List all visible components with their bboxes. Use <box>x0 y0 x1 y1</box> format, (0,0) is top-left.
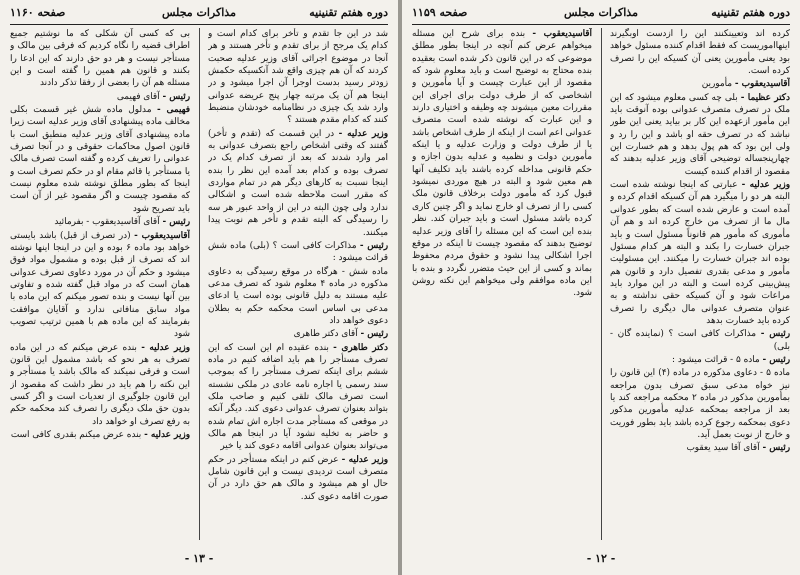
speaker-name: آقاسیدیعقوب - <box>532 29 592 39</box>
paragraph <box>412 28 592 300</box>
paragraph-text: آقای آقاسیدیعقوب - بفرمائید <box>54 217 160 228</box>
paragraph <box>208 240 388 265</box>
paragraph-text: مذاکرات کافی است ؟ (بلی) ماده شش قرائت میشود : <box>208 240 388 264</box>
paragraph-text: آقای فهیمی <box>116 91 160 102</box>
paragraph-text: ماده ۵ - قرائت میشود : <box>672 354 760 365</box>
paragraph <box>208 454 388 503</box>
paragraph <box>208 128 388 239</box>
paragraph <box>208 342 388 453</box>
header-rule <box>412 24 790 25</box>
paragraph-text: بنده عرض میکنم که در این ماده تصرف به هر نحو که باشد مشمول این قانون است و فرقی نمیکند که مالک باشد یا مستأجر و این نکته را هم باید در نظر داشت که مقصود از این قانون جلوگیری از تعدیات است و اگر کسی بدون حق ملک دیگری را تصرف کند محکمه حکم به رفع تصرف او خواهد داد <box>10 342 190 427</box>
paragraph-text: بنده عرض میکنم بقدری کافی است <box>10 430 142 440</box>
speaker-name: رئیس - <box>359 240 388 251</box>
speaker-name: رئیس - <box>162 217 190 228</box>
paragraph-text: مذاکرات کافی است ؟ (نماینده گان - بلی) <box>610 329 790 352</box>
paragraph <box>10 28 190 90</box>
paragraph-text: بی که کسی آن شکلی که ما نوشتیم جمیع اطراف قضیه را نگاه کردیم که فرقی بین مالک و مستأجر نیست و هر دو حق دارند که این ادعا را بکنند و قانون هم همین را گفته است و این مسئله هم آن را بعضی از رفقا تذکر دادند <box>10 29 190 89</box>
paragraph-text: عبارتی که اینجا نوشته شده است البته هر دو را میگیرد هم آن کسیکه اقدام کرده و آمده است و عارض شده است که بطور عدوانی مال ما از تصرف من خارج کرده اند و هم آن مأموری که مأمور هم قانوناً مسئول است و باید جبران خسارت را بکند و البته هر کدام مسئول بوده اند جبران خسارت را میکنند. این مسئولیت مأمور و مدعی بقدری تفصیل دارد و قانون هم پیش‌بینی کرده است و البته در این موارد باید مراعات شود و آن کسیکه حقی نداشته و به عنوان متصرف عدوانی مال دیگری را تصرف کرده باید خسارت بدهد <box>610 180 790 326</box>
paragraph <box>610 367 790 441</box>
speaker-name: رئیس - <box>360 329 388 340</box>
speaker-name: وزیر عدلیه - <box>144 430 190 440</box>
speaker-name: آقاسیدیعقوب - <box>734 79 790 90</box>
paragraph <box>610 442 790 454</box>
speaker-name: وزیر عدلیه - <box>341 454 388 465</box>
paragraph <box>10 91 190 103</box>
paragraph <box>10 342 190 428</box>
paragraph-text: در این قسمت که (تقدم و تأخر) گفتند که وقتی اشخاص راجع بتصرف عدوانی به امر وارد شدند که بعد از تصرف کدام یک در تصرف بوده و کدام بعد آمده این نظر را بنده اینجا نسبت به کارهای دیگر هم در تمام مواردی که مقرر است ملاحظه شده است و اشکالی ندارد ولی چون البته در این از واحد عبور هر سه را رسیدگی که البته تقدم و تأخر هم نوبت پیدا میکنند. <box>208 128 388 238</box>
paragraph <box>10 429 190 441</box>
paragraph-text: عرض کنم در اینکه مستأجر در حکم متصرف است تردیدی نیست و این قانون شامل حال او هم میشود و مالک هم حق دارد در آن صورت اقامه دعوی کند. <box>208 454 388 502</box>
paragraph <box>208 328 388 340</box>
speaker-name: دکتر طاهری - <box>333 342 388 353</box>
page-header <box>412 6 790 24</box>
speaker-name: وزیر عدلیه - <box>741 180 790 191</box>
page-1159 <box>402 0 800 575</box>
header-page-number: صفحه ۱۱۵۹ <box>412 6 468 19</box>
speaker-name: وزیر عدلیه - <box>338 128 388 139</box>
paragraph-text: ماده ۵ - دعاوی مذکوره در ماده (۴) این قانون را نیز خواه مدعی سبق تصرف بدون مراجعه بمأمورین مذکور در ماده ۲ محکمه مراجعه کند یا بعد از مراجعه بمحکمه عدلیه مأمورین مذکور دعوی بمحکمه رجوع کرده باشد باید بطور فوریت و خارج از نوبت بعمل آید. <box>610 368 790 440</box>
paragraph <box>10 104 190 215</box>
paragraph <box>610 28 790 77</box>
column-divider <box>601 28 602 540</box>
paragraph <box>610 78 790 90</box>
speaker-name: دکتر عظیما - <box>740 92 790 103</box>
speaker-name: وزیر عدلیه - <box>141 342 190 353</box>
paragraph-text: شد در این جا تقدم و تأخر برای کدام است و کدام یک مرجح از برای تقدم و تأخر هستند و هر آنجا در موضوع اجرائی آقای وزیر عدلیه صحبت کردند که آن هم چیزی واقع شد آنکسیکه حکمش زودتر رسید بدست اوجرا آن اجرا میشود و در اینجا هم آن یک مرتبه چهار پنج عریضه عدوانی وارد شد یک چیزی در نظامنامه خودشان منضبط کنند که کدام مقدم هستند ؟ <box>208 29 388 126</box>
paragraph-text: آقای دکتر طاهری <box>293 329 358 340</box>
paragraph <box>10 216 190 228</box>
paragraph-text: بنده برای شرح این مسئله میخواهم عرض کنم آنچه در اینجا بطور مطلق موضوعی که در این قانون ذکر شده است بعقیده بنده محتاج به توضیح است و باید معلوم شود که مقصود از این عبارت چیست و آیا مأمورین و اشخاصی که از طرف دولت برای اجرای این مقررات معین میشوند چه وظیفه و اختیاری دارند و این عبارت که نوشته شده است متصرف عدوانی اعم است از اینکه از طرف اشخاص باشد یا از طرف دولت و وزارت عدلیه و یا اینکه مأمورین دولت و نظمیه و عدلیه بدون اجازه و حکم قانونی مداخله کرده باشند باید تکلیف آنها هم معین شود و البته در هیچ موردی نمیشود قبول کرد که مأمور دولت برخلاف قانون ملک کسی را از تصرف او خارج نماید و اگر چنین کاری کرده باشد مسئول است و باید جبران کند. نظر بنده این است که این مسئله را آقای وزیر عدلیه توضیح بدهند که مقصود چیست تا اینکه در موقع اجرا اشکالی پیدا نشود و حقوق مردم محفوظ بماند و کسی از این حیث متضرر نگردد و بنده با این ماده موافقم ولی میخواهم این نکته روشن شود. <box>412 29 592 299</box>
text-column-right <box>610 28 790 540</box>
speaker-name: رئیس - <box>762 354 790 365</box>
paragraph-text: کرده اند وتعیینکنند این را ازدست اوبگیرند اینهااموریست که فقط اقدام کننده مسئول خواهد بود یعنی مأمورین یعنی آن کسیکه این را تصرف کرده است. <box>610 29 790 77</box>
paragraph-text: مأمورین <box>701 79 733 90</box>
header-volume: دوره هفتم تقنینیه <box>309 6 388 19</box>
header-page-number: صفحه ۱۱۶۰ <box>10 6 66 19</box>
paragraph <box>610 354 790 366</box>
paragraph <box>10 230 190 341</box>
paragraph-text: (در تصرف از قبل) باشد بایستی خواهد بود ماده ۶ بوده و این در اینجا اینها نوشته اند که تصرف از قبل بوده و مشمول مواد فوق میشود و حکم آن در مورد دعاوی تصرف عدوانی همان است که در مواد قبل گفته شده و تفاوتی بین آنها نیست و بنده تصور میکنم که این ماده با مواد سابق منافاتی ندارد و آقایان موافقت بفرمایند که این ماده هم با همین ترتیب تصویب شود <box>10 230 190 340</box>
header-rule <box>10 24 388 25</box>
text-column-right <box>208 28 388 540</box>
page-footer-number: - ۱۲ - <box>586 552 616 565</box>
paragraph-text: بلی چه کسی معلوم میشود که این ملک در تصرف متصرف عدوانی بوده آنوقت باید این مأمور ازعهده این کار بر بیاید یعنی این طور نباشد که در تصرف حقه او باشد و این را رد و ولی این بود که هم پول بدهد و هم خسارت این چهارپنجساله توضیحی آقای وزیر عدلیه بدهند که مقصود از اقدام کننده کیست <box>610 92 790 177</box>
paragraph <box>610 179 790 327</box>
paragraph-text: ماده شش - هرگاه در موقع رسیدگی به دعاوی مذکوره در ماده ۴ معلوم شود که تصرف مدعی علیه مستند به دلیل قانونی بوده است یا ادعای مدعی بی اساس است محکمه حکم به بطلان دعوی خواهد داد <box>208 266 388 326</box>
paragraph <box>610 328 790 353</box>
paragraph <box>208 28 388 127</box>
paragraph <box>610 92 790 178</box>
page-1160 <box>0 0 398 575</box>
paragraph-text: مدلول ماده شش غیر قسمت بکلی مخالف ماده پیشنهادی آقای وزیر عدلیه است زیرا ماده پیشنهادی آقای وزیر عدلیه منطبق است با قانون اصول محاکمات حقوقی و در آنجا تصرف عدوانی را تعریف کرده و گفته است تصرف مالک یا مستأجر یا قائم مقام او در حکم تصرف است و اینجا که بطور مطلق نوشته شده معلوم نیست که مقصود چیست و اگر مقصود غیر از آن است باید تصریح شود <box>10 105 190 214</box>
speaker-name: فهیمی - <box>156 105 190 116</box>
paragraph <box>208 266 388 328</box>
header-title: مذاکرات مجلس <box>564 6 638 19</box>
page-footer-number: - ۱۳ - <box>184 552 214 565</box>
paragraph-text: آقای آقا سید یعقوب <box>686 443 760 454</box>
text-column-left <box>10 28 190 540</box>
speaker-name: رئیس - <box>760 329 790 340</box>
header-volume: دوره هفتم تقنینیه <box>711 6 790 19</box>
header-title: مذاکرات مجلس <box>162 6 236 19</box>
column-divider <box>199 28 200 540</box>
speaker-name: رئیس - <box>762 443 790 454</box>
speaker-name: رئیس - <box>162 91 190 102</box>
paragraph-text: بنده عقیده ام این است که این تصرف مستأجر را هم باید اضافه کنیم در ماده ششم برای اینکه تصرف مستأجر را که بموجب سند رسمی یا اجاره نامه عادی در ملکی نشسته است تصرف مالک تلقی کنیم و صاحب ملک بتواند بعنوان تصرف عدوانی دعوی کند. دیگر آنکه در موقعی که مستأجر مدت اجاره اش تمام شده و حاضر به تخلیه نشود آیا در اینجا هم مالک می‌تواند بعنوان عدوانی اقامه دعوی کند یا خیر <box>208 342 388 452</box>
speaker-name: آقاسیدیعقوب - <box>134 230 190 241</box>
page-header <box>10 6 388 24</box>
text-column-left <box>412 28 592 540</box>
